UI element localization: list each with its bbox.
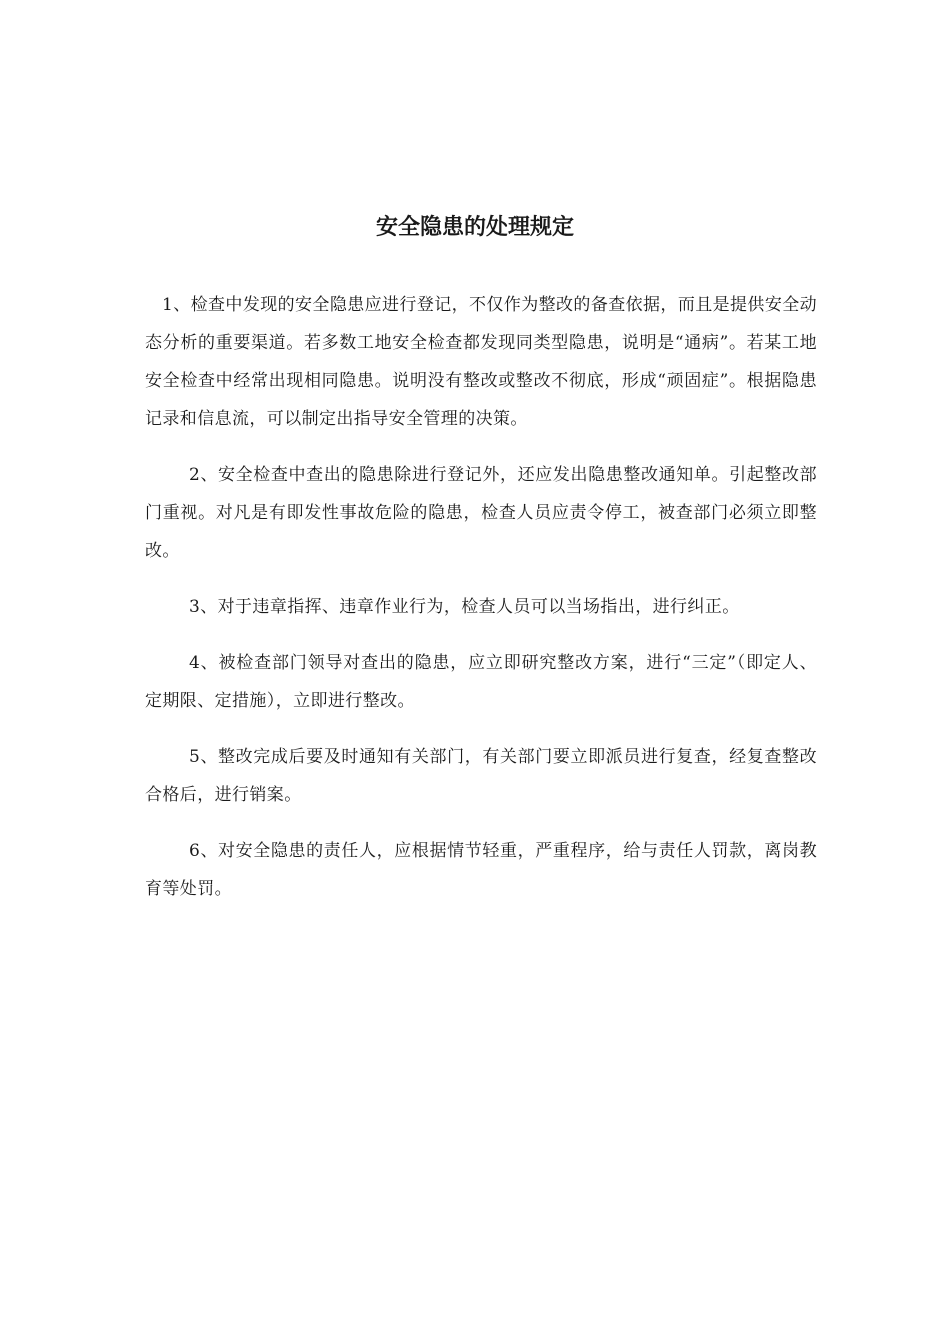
document-title: 安全隐患的处理规定 <box>375 215 574 240</box>
paragraph-1: 1、检查中发现的安全隐患应进行登记，不仅作为整改的备查依据，而且是提供安全动态分析的重要渠道。若多数工地安全检查都发现同类型隐患，说明是“通病”。若某工地安全检查中经常出现相同隐患。说明没有整改或整改不彻底，形成“顽固症”。根据隐患记录和信息流，可以制定出指导安全管理的决策。 <box>145 295 818 429</box>
paragraph-2: 2、安全检查中查出的隐患除进行登记外，还应发出隐患整改通知单。引起整改部门重视。对凡是有即发性事故危险的隐患，检查人员应责令停工，被查部门必须立即整改。 <box>145 465 817 561</box>
document-body <box>145 286 817 926</box>
paragraph-5: 5、整改完成后要及时通知有关部门，有关部门要立即派员进行复查，经复查整改合格后，进行销案。 <box>145 747 817 805</box>
paragraph-4: 4、被检查部门领导对查出的隐患，应立即研究整改方案，进行“三定”（即定人、定期限、定措施），立即进行整改。 <box>145 653 817 711</box>
paragraph-3: 3、对于违章指挥、违章作业行为，检查人员可以当场指出，进行纠正。 <box>189 597 740 617</box>
paragraph-6: 6、对安全隐患的责任人，应根据情节轻重，严重程序，给与责任人罚款，离岗教育等处罚。 <box>145 841 817 899</box>
